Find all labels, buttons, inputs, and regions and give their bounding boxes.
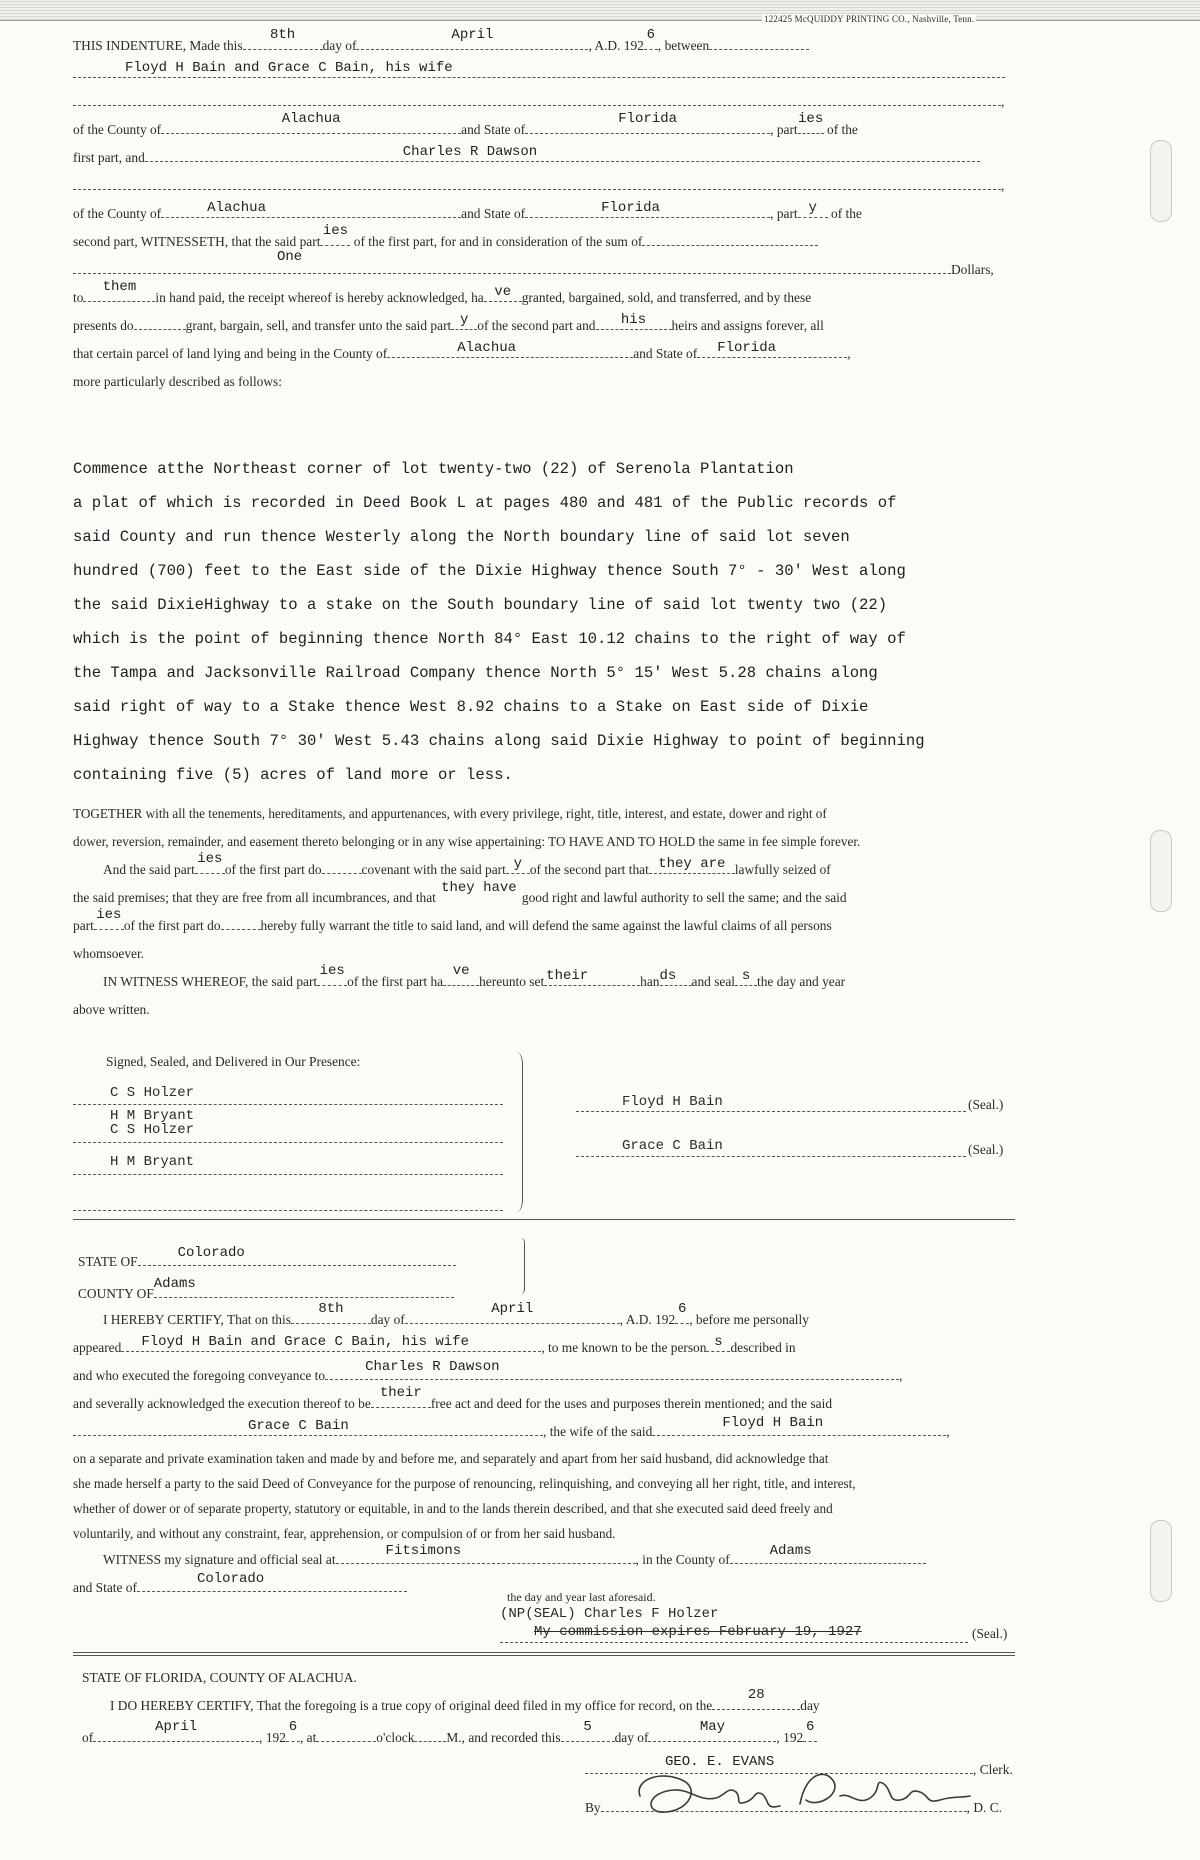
indenture-block — [73, 27, 1005, 396]
binder-hole-top — [1150, 140, 1172, 222]
parcel-state: Florida — [717, 340, 776, 356]
legal-line: the said DixieHighway to a stake on the South boundary line of said lot twenty two (22) — [73, 596, 888, 614]
legal-line: a plat of which is recorded in Deed Book L at pages 480 and 481 of the Public records of — [73, 494, 897, 512]
recorded-day: 5 — [583, 1719, 592, 1735]
binder-hole-bottom — [1150, 1520, 1172, 1602]
covenant-line: And the said part ies of the first part do covenant with the said part y of the second part that they are lawfully seized of — [103, 851, 831, 877]
legal-line: containing five (5) acres of land more or less. — [73, 766, 513, 784]
legal-line: Highway thence South 7° 30' West 5.43 chains along said Dixie Highway to point of beginning — [73, 732, 925, 750]
binder-hole-middle — [1150, 830, 1172, 912]
ack-husband: Floyd H Bain — [722, 1415, 824, 1431]
legal-description — [73, 452, 1005, 792]
second-party-county: Alachua — [207, 200, 266, 216]
grantor-names: Floyd H Bain and Grace C Bain, his wife — [125, 60, 453, 76]
seal-label: (Seal.) — [968, 1097, 1004, 1112]
legal-line: Commence atthe Northeast corner of lot twenty-two (22) of Serenola Plantation — [73, 460, 794, 478]
indenture-line-10: to them in hand paid, the receipt whereof is hereby acknowledged, ha ve granted, bargained, sold, and transferred, and by these — [73, 279, 812, 305]
indenture-line-7: of the County of Alachua and State of Florida , part y of the — [73, 200, 862, 221]
witness-signature: H M Bryant — [110, 1108, 195, 1124]
indenture-line-8: second part, WITNESSETH, that the said part ies of the first part, for and in consideration of the sum of — [73, 228, 1005, 256]
indenture-line-4: of the County of Alachua and State of Florida , part ies of the — [73, 111, 858, 137]
witness-signature: C S Holzer — [110, 1085, 195, 1101]
indenture-line-12: that certain parcel of land lying and being in the County of Alachua and State of Florida , — [73, 340, 851, 361]
legal-line: which is the point of beginning thence North 84° East 10.12 chains to the right of way of — [73, 630, 906, 648]
notary-signature: (NP(SEAL) Charles F Holzer — [500, 1606, 719, 1622]
signature-bracket — [508, 1052, 523, 1212]
ack-county: Adams — [153, 1276, 196, 1292]
first-party-state: Florida — [618, 111, 678, 127]
heirs-pronoun: his — [620, 312, 647, 328]
top-margin-band — [0, 0, 1200, 21]
witness-whereof-line: IN WITNESS WHEREOF, the said part ies of the first part ha ve hereunto set their han ds and seal s the day and year — [103, 963, 846, 989]
above-written-line: above written. — [73, 1002, 150, 1017]
day-and-year-note: the day and year last aforesaid. — [507, 1590, 656, 1604]
ack-wife: Grace C Bain — [248, 1418, 349, 1434]
clerk-name: GEO. E. EVANS — [665, 1754, 775, 1770]
recording-heading: STATE OF FLORIDA, COUNTY OF ALACHUA. — [82, 1670, 357, 1685]
filed-day: 28 — [747, 1687, 765, 1703]
clerk-row: GEO. E. EVANS , Clerk. — [585, 1758, 1013, 1778]
recording-line-2: of April , 192 6 , at o'clock M., and recorded this 5 day of May , 192 6 — [82, 1726, 817, 1746]
ack-place: Fitsimons — [385, 1543, 462, 1559]
commission-expiry: My commission expires February 19, 1927 — [534, 1624, 862, 1640]
section-divider — [73, 1219, 1015, 1220]
legal-line: said right of way to a Stake thence West 8.92 chains to a Stake on East side of Dixie — [73, 698, 869, 716]
witness-signature: C S Holzer — [110, 1122, 195, 1138]
venue-bracket — [514, 1238, 525, 1294]
ack-grantee: Charles R Dawson — [365, 1359, 500, 1375]
indenture-line-2 — [73, 60, 1005, 88]
legal-line: the Tampa and Jacksonville Railroad Company thence North 5° 15' West 5.28 chains along — [73, 664, 878, 682]
grantee-name: Charles R Dawson — [402, 144, 538, 160]
witness-signature: H M Bryant — [110, 1154, 195, 1170]
indenture-line-13: more particularly described as follows: — [73, 374, 282, 389]
indenture-year: 6 — [646, 27, 656, 43]
whomsoever-line: whomsoever. — [73, 946, 145, 961]
first-party-county: Alachua — [281, 111, 341, 127]
grantor-signature-floyd: Floyd H Bain — [622, 1094, 723, 1110]
they-are: they are — [658, 856, 726, 872]
premises-line: the said premises; that they are free from all incumbrances, and that they have good right and lawful authority to sell the same; and the said — [73, 880, 847, 905]
indenture-line-1: THIS INDENTURE, Made this 8th day of April , A.D. 192 6 , between — [73, 32, 1005, 60]
filed-month: April — [155, 1719, 198, 1735]
signed-sealed-label: Signed, Sealed, and Delivered in Our Presence: — [106, 1054, 361, 1069]
legal-line: said County and run thence Westerly along the North boundary line of said lot seven — [73, 528, 850, 546]
grantor-signature-grace: Grace C Bain — [622, 1138, 723, 1154]
consideration-sum: One — [277, 249, 303, 265]
indenture-month: April — [451, 27, 494, 43]
indenture-line-9: One Dollars, — [73, 256, 1005, 284]
legal-line: hundred (700) feet to the East side of the Dixie Highway thence South 7° - 30' West along — [73, 562, 906, 580]
ack-witness-county: Adams — [769, 1543, 812, 1559]
second-party-state: Florida — [601, 200, 660, 216]
indenture-line-5: first part, and Charles R Dawson — [73, 144, 1005, 172]
deputy-clerk-signature — [630, 1762, 990, 1822]
they-have: they have — [441, 880, 517, 896]
ack-state-row: STATE OF Colorado — [78, 1250, 456, 1270]
recording-line-1: I DO HEREBY CERTIFY, That the foregoing is a true copy of original deed filed in my office for record, on the 28 day — [110, 1687, 820, 1713]
indenture-day: 8th — [269, 27, 296, 43]
recorded-month: May — [699, 1719, 726, 1735]
indenture-line-3: , — [73, 88, 1005, 116]
notary-seal-label: (Seal.) — [972, 1626, 1008, 1641]
ack-appeared: Floyd H Bain and Grace C Bain, his wife — [141, 1334, 469, 1350]
seal-label: (Seal.) — [968, 1142, 1004, 1157]
indenture-line-11: presents do grant, bargain, sell, and transfer unto the said part y of the second part and his heirs and assigns forever, all — [73, 312, 824, 333]
ack-county-row: COUNTY OF Adams — [78, 1282, 454, 1302]
parcel-county: Alachua — [457, 340, 517, 356]
habendum-clause: TOGETHER with all the tenements, hereditaments, and appurtenances, with every privilege, right, title, interest, and estate, dower and right of dower, reversion, remainder, and easement thereto belonging or in any wise appertaining: TO HAVE AND TO HOLD the same in fee simple forever. And the said part ies of the first part do covenant with the said part y of the second part that they are lawfully seized of the said premises; that they are free from all incumbrances, and that they have good right and lawful authority to sell the same; and the said part ies of the first part do hereby fully warrant the title to said land, and will defend the same against the lawful claims of all persons whomsoever. IN WITNESS WHEREOF, the said part ies of the first part ha ve hereunto set their han ds and seal s the day and year above written. — [73, 800, 1005, 1024]
indenture-line-6: , — [73, 172, 1005, 200]
printer-imprint: 122425 McQUIDDY PRINTING CO., Nashville, Tenn. — [764, 14, 975, 24]
ack-witness-state: Colorado — [196, 1571, 265, 1587]
paid-to: them — [102, 279, 137, 295]
ack-state: Colorado — [177, 1245, 245, 1261]
warrant-line: part ies of the first part do hereby fully warrant the title to said land, and will defend the same against the lawful claims of all persons — [73, 907, 832, 933]
deputy-clerk-row: By , D. C. — [585, 1796, 1002, 1816]
acknowledgment-body: I HEREBY CERTIFY, That on this 8th day of April , A.D. 192 6 , before me personally appeared Floyd H Bain and Grace C Bain, his wife , to me known to be the person s described in and who executed the foregoing conveyance to Charles R Dawson , and severally acknowledged the execution thereof to be their free act and deed for the uses and purposes therein mentioned; and the said Grace C Bain , the wife of the said Floyd H Bain , on a separate and private examination taken and made by and before me, and separately and apart from her said husband, did acknowledge that she made herself a party to the said Deed of Conveyance for the purpose of renouncing, relinquishing, and conveying all her right, title, and interest, whether of dower or of separate property, statutory or equitable, in and to the lands therein described, and that she executed said deed freely and voluntarily, and without any constraint, fear, apprehension, or compulsion of or from her said husband. WITNESS my signature and official seal at Fitsimons , in the County of Adams and State of Colorado — [73, 1301, 950, 1595]
